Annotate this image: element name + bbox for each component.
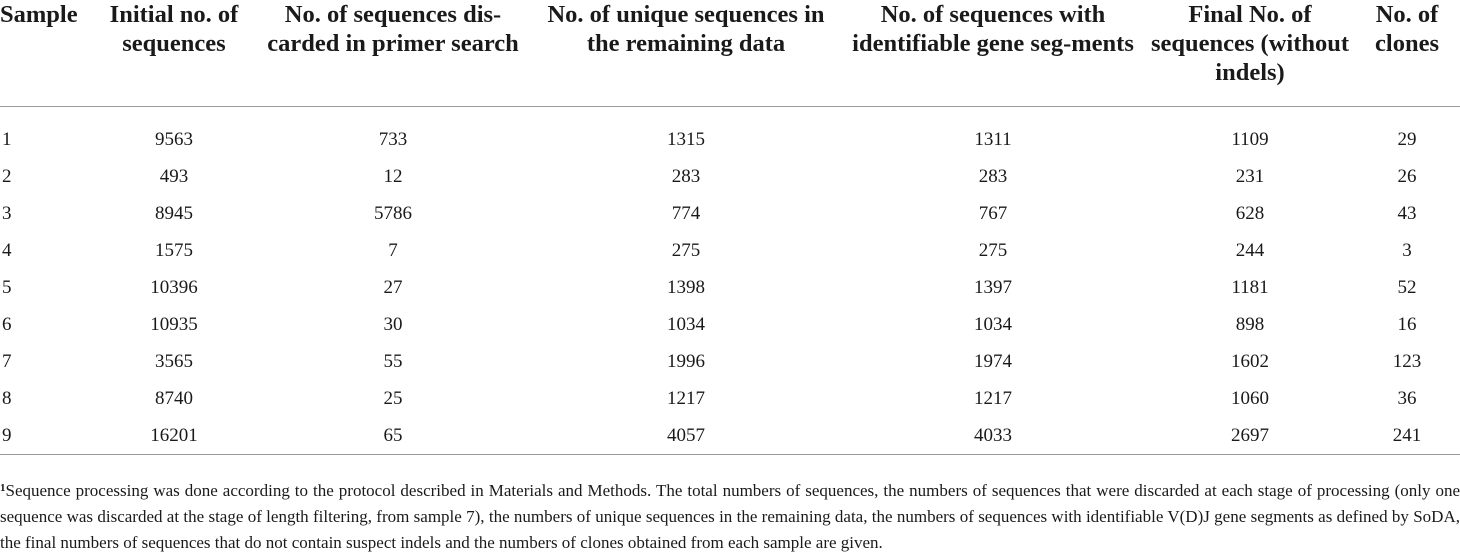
cell-identifiable: 275 xyxy=(978,239,1008,261)
cell-clones: 29 xyxy=(1397,128,1417,150)
cell-initial: 3565 xyxy=(155,350,193,372)
cell-sample: 3 xyxy=(2,202,12,224)
header-initial-no: Initial no. of sequences xyxy=(109,1,239,57)
cell-clones: 36 xyxy=(1397,387,1417,409)
cell-unique: 4057 xyxy=(667,424,705,446)
cell-sample: 7 xyxy=(2,350,12,372)
cell-initial: 8740 xyxy=(155,387,193,409)
header-final: Final No. of sequences (without indels) xyxy=(1150,1,1350,86)
header-unique: No. of unique sequences in the remaining data xyxy=(547,1,825,57)
table-body xyxy=(0,106,1460,454)
cell-discarded: 65 xyxy=(383,424,403,446)
cell-unique: 283 xyxy=(671,165,701,187)
cell-final: 1181 xyxy=(1231,276,1269,298)
header-clones: No. of clones xyxy=(1375,1,1439,57)
cell-final: 1602 xyxy=(1231,350,1269,372)
cell-clones: 52 xyxy=(1397,276,1417,298)
cell-identifiable: 1397 xyxy=(974,276,1012,298)
cell-identifiable: 1034 xyxy=(974,313,1012,335)
cell-initial: 1575 xyxy=(155,239,193,261)
cell-discarded: 5786 xyxy=(374,202,412,224)
cell-sample: 1 xyxy=(2,128,12,150)
cell-discarded: 12 xyxy=(383,165,403,187)
cell-sample: 9 xyxy=(2,424,12,446)
cell-discarded: 30 xyxy=(383,313,403,335)
cell-initial: 493 xyxy=(159,165,189,187)
cell-clones: 16 xyxy=(1397,313,1417,335)
cell-initial: 9563 xyxy=(155,128,193,150)
cell-initial: 10935 xyxy=(150,313,198,335)
table-row xyxy=(0,195,1460,232)
cell-unique: 275 xyxy=(671,239,701,261)
table-row xyxy=(0,106,1460,158)
cell-discarded: 55 xyxy=(383,350,403,372)
cell-identifiable: 767 xyxy=(978,202,1008,224)
cell-discarded: 25 xyxy=(383,387,403,409)
cell-identifiable: 1311 xyxy=(974,128,1012,150)
header-discarded: No. of sequences dis-carded in primer search xyxy=(267,1,519,57)
cell-sample: 2 xyxy=(2,165,12,187)
cell-clones: 43 xyxy=(1397,202,1417,224)
cell-final: 2697 xyxy=(1231,424,1269,446)
cell-sample: 8 xyxy=(2,387,12,409)
table-row xyxy=(0,269,1460,306)
table-header xyxy=(0,0,1460,106)
cell-final: 628 xyxy=(1235,202,1265,224)
cell-final: 1060 xyxy=(1231,387,1269,409)
cell-identifiable: 1974 xyxy=(974,350,1012,372)
cell-final: 231 xyxy=(1235,165,1265,187)
cell-sample: 4 xyxy=(2,239,12,261)
cell-unique: 774 xyxy=(671,202,701,224)
cell-unique: 1315 xyxy=(667,128,705,150)
cell-clones: 241 xyxy=(1392,424,1422,446)
cell-initial: 10396 xyxy=(150,276,198,298)
footnote-marker: 1 xyxy=(0,482,6,494)
table-row xyxy=(0,380,1460,417)
cell-identifiable: 4033 xyxy=(974,424,1012,446)
cell-discarded: 7 xyxy=(388,239,398,261)
table-row xyxy=(0,232,1460,269)
cell-identifiable: 283 xyxy=(978,165,1008,187)
table-row xyxy=(0,158,1460,195)
cell-unique: 1996 xyxy=(667,350,705,372)
cell-clones: 123 xyxy=(1392,350,1422,372)
table-row xyxy=(0,343,1460,380)
cell-unique: 1034 xyxy=(667,313,705,335)
cell-final: 244 xyxy=(1235,239,1265,261)
cell-final: 1109 xyxy=(1231,128,1269,150)
cell-initial: 8945 xyxy=(155,202,193,224)
header-sample: Sample xyxy=(0,1,78,28)
cell-final: 898 xyxy=(1235,313,1265,335)
cell-sample: 5 xyxy=(2,276,12,298)
cell-unique: 1217 xyxy=(667,387,705,409)
footnote-text: Sequence processing was done according to the protocol described in Materials and Methods. The total numbers of sequences, the numbers of sequences that were discarded at each stage of processing (only one sequence was discarded at the stage of length filtering, from sample 7), the numbers of unique sequences in the remaining data, the numbers of sequences with identifiable V(D)J gene segments as defined by SoDA, the final numbers of sequences that do not contain suspect indels and the numbers of clones obtained from each sample are given. xyxy=(0,481,1460,552)
cell-sample: 6 xyxy=(2,313,12,335)
cell-initial: 16201 xyxy=(150,424,198,446)
cell-discarded: 733 xyxy=(378,128,408,150)
cell-discarded: 27 xyxy=(383,276,403,298)
header-identifiable: No. of sequences with identifiable gene seg-ments xyxy=(852,1,1134,57)
cell-identifiable: 1217 xyxy=(974,387,1012,409)
cell-clones: 3 xyxy=(1402,239,1412,261)
cell-unique: 1398 xyxy=(667,276,705,298)
table-footnote xyxy=(0,478,1460,556)
cell-clones: 26 xyxy=(1397,165,1417,187)
table-row xyxy=(0,417,1460,455)
table-row xyxy=(0,306,1460,343)
